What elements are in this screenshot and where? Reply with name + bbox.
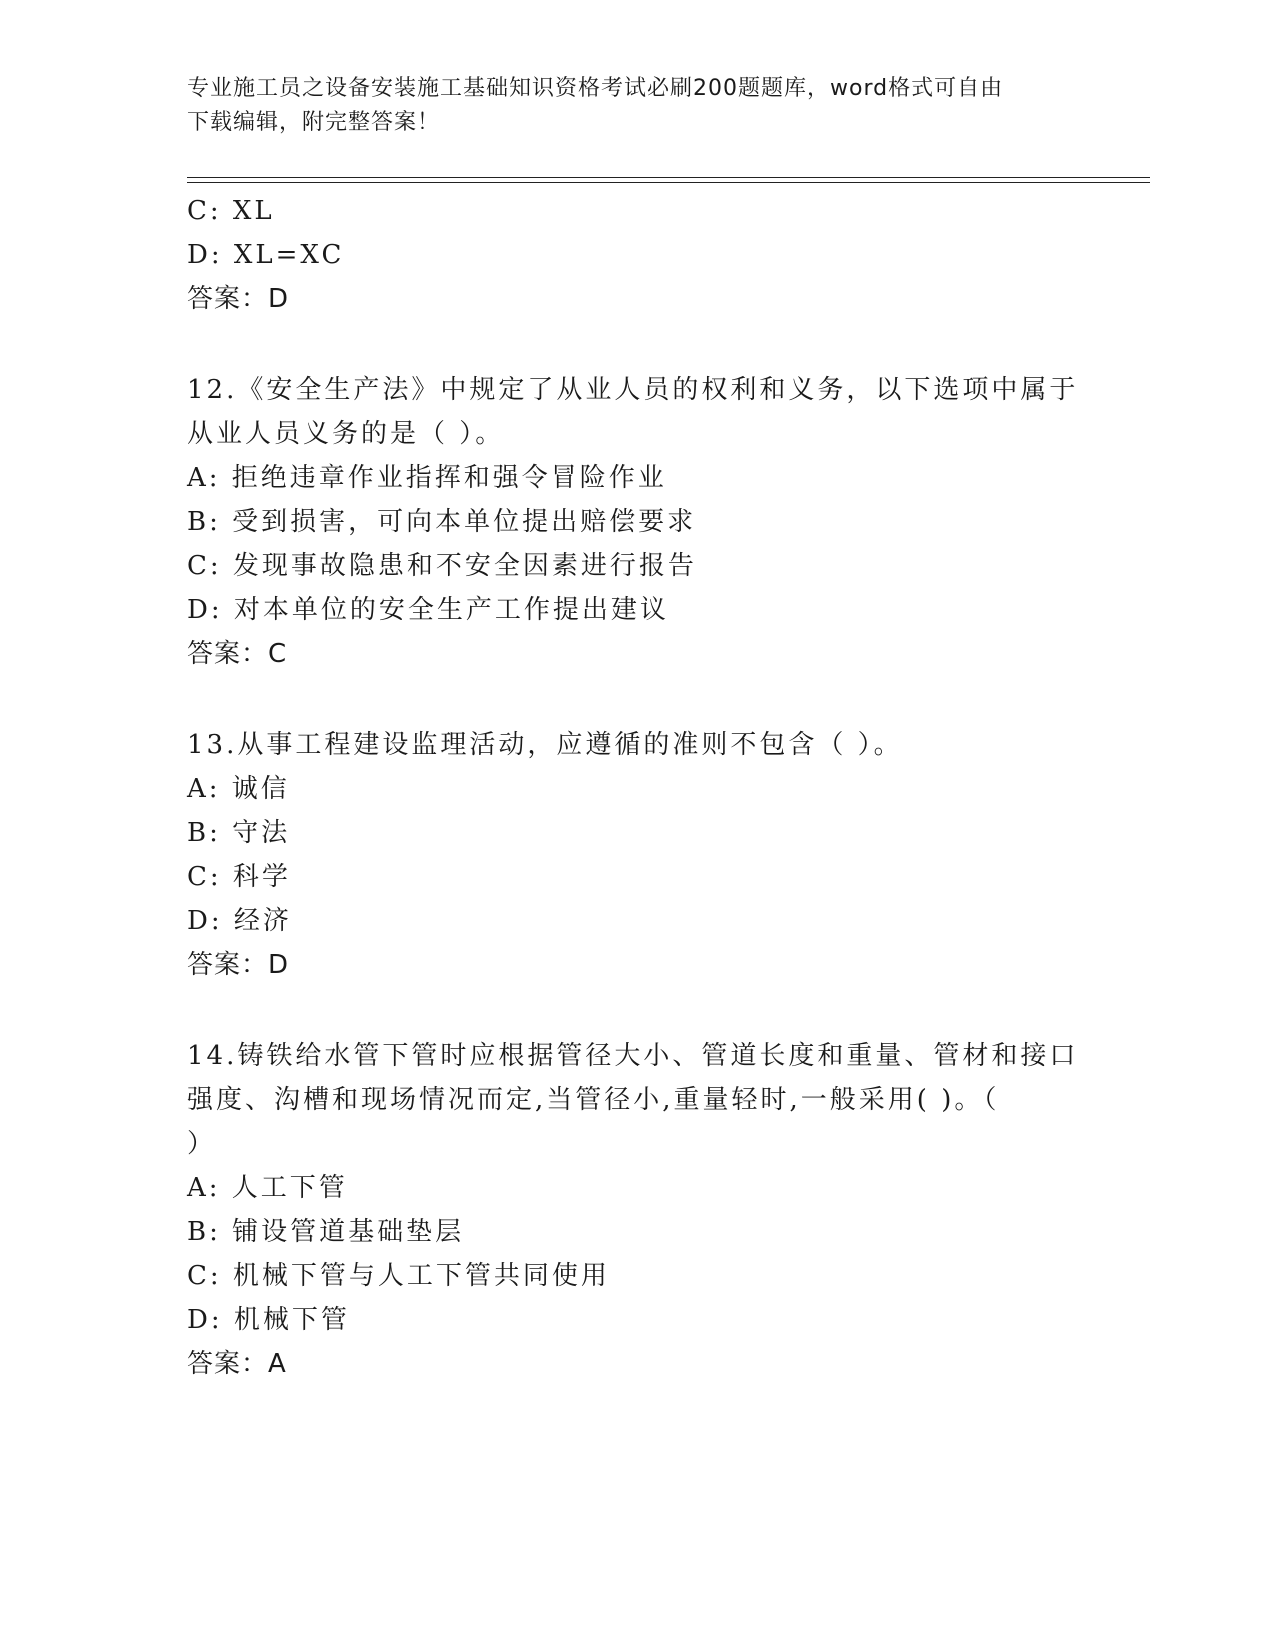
q14-option-c: C: 机械下管与人工下管共同使用: [187, 1261, 610, 1291]
q13-option-a: A: 诚信: [187, 774, 290, 804]
q14-option-a: A: 人工下管: [187, 1173, 348, 1203]
header-divider: [187, 177, 1150, 178]
q12-answer: 答案：C: [187, 639, 288, 669]
header-line-1: 专业施工员之设备安装施工基础知识资格考试必刷200题题库，word格式可自由: [187, 76, 1004, 101]
q12-option-d: D: 对本单位的安全生产工作提出建议: [187, 595, 669, 625]
header-line-2: 下载编辑，附完整答案！: [187, 110, 441, 135]
q14-stem-line-2: 强度、沟槽和现场情况而定,当管径小,重量轻时,一般采用( )。（: [187, 1085, 1000, 1115]
q14-stem-line-3: ）: [187, 1129, 217, 1159]
q13-option-b: B: 守法: [187, 818, 291, 848]
q12-stem-line-2: 从业人员义务的是（ ）。: [187, 419, 505, 449]
q12-stem-line-1: 12.《安全生产法》中规定了从业人员的权利和义务，以下选项中属于: [187, 375, 1079, 405]
q12-option-b: B: 受到损害，可向本单位提出赔偿要求: [187, 507, 697, 537]
header-divider-secondary: [187, 182, 1150, 183]
prev-answer: 答案：D: [187, 284, 290, 314]
q14-stem-line-1: 14.铸铁给水管下管时应根据管径大小、管道长度和重量、管材和接口: [187, 1041, 1079, 1071]
q14-option-d: D: 机械下管: [187, 1305, 350, 1335]
q12-option-a: A: 拒绝违章作业指挥和强令冒险作业: [187, 463, 667, 493]
q13-option-d: D: 经济: [187, 906, 292, 936]
q13-stem-line-1: 13.从事工程建设监理活动，应遵循的准则不包含（ ）。: [187, 730, 903, 760]
page-header: [187, 72, 1087, 140]
prev-option-d: D: XL=XC: [187, 240, 345, 270]
q13-option-c: C: 科学: [187, 862, 291, 892]
q14-answer: 答案：A: [187, 1349, 287, 1379]
q13-answer: 答案：D: [187, 950, 290, 980]
q14-option-b: B: 铺设管道基础垫层: [187, 1217, 465, 1247]
q12-option-c: C: 发现事故隐患和不安全因素进行报告: [187, 551, 697, 581]
prev-option-c: C: XL: [187, 196, 275, 226]
